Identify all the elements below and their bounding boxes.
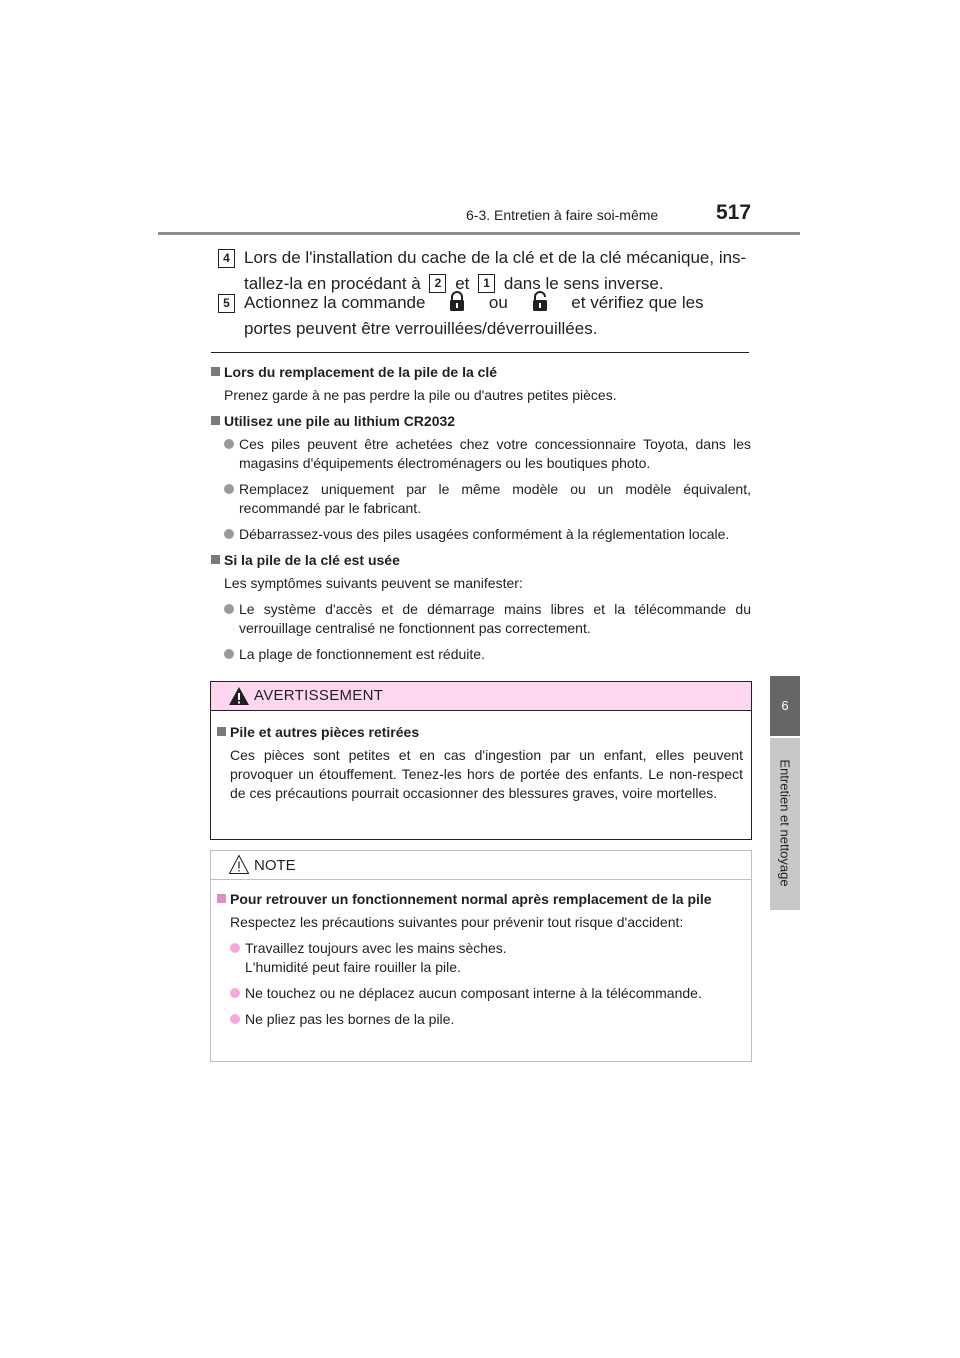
step-text-part: Actionnez la commande — [244, 293, 426, 312]
list-item — [211, 600, 751, 638]
square-bullet-icon — [217, 894, 226, 903]
warning-heading — [217, 723, 743, 742]
list-item — [217, 939, 743, 977]
note-body — [211, 880, 751, 1029]
list-item — [217, 984, 743, 1003]
list-item-text: Le système d'accès et de démarrage mains libres et la télécommande du verrouillage centralisé ne fonctionnent pas correctement. — [239, 601, 751, 636]
heading-text: Pile et autres pièces retirées — [230, 724, 420, 740]
step-5 — [218, 290, 750, 342]
section-heading — [211, 363, 751, 382]
list-item-text: Ces piles peuvent être achetées chez votre concessionnaire Toyota, dans les magasins d'équipements électroménagers ou les boutiques photo. — [239, 436, 751, 471]
heading-text: Si la pile de la clé est usée — [224, 552, 400, 568]
chapter-strip — [770, 738, 800, 910]
bullet-icon — [224, 604, 234, 614]
note-header — [211, 851, 751, 880]
bullet-icon — [224, 484, 234, 494]
paragraph: Les symptômes suivants peuvent se manifester: — [224, 575, 523, 591]
square-bullet-icon — [211, 416, 220, 425]
bullet-icon — [224, 649, 234, 659]
heading-text: Utilisez une pile au lithium CR2032 — [224, 413, 456, 429]
info-sections — [211, 359, 751, 664]
list-item — [211, 525, 751, 544]
step-ref-badge: 1 — [478, 274, 495, 293]
list-item — [211, 435, 751, 473]
heading-text: Pour retrouver un fonctionnement normal après remplacement de la pile — [230, 891, 712, 907]
list-item — [211, 645, 751, 664]
lock-closed-icon — [446, 290, 468, 312]
step-text-part: et vérifiez que les portes peuvent être verrouillées/déverrouillées. — [244, 293, 704, 338]
note-box — [210, 850, 752, 1062]
bullet-icon — [230, 988, 240, 998]
square-bullet-icon — [217, 727, 226, 736]
paragraph: Prenez garde à ne pas perdre la pile ou d'autres petites pièces. — [224, 387, 617, 403]
bullet-icon — [230, 943, 240, 953]
caution-triangle-icon — [228, 854, 250, 875]
step-text-part: Lors de l'installation du cache de la clé et de la clé mécanique, ins-tallez-la en procédant à — [244, 248, 747, 293]
warning-box — [210, 681, 752, 840]
list-item-text: Ne touchez ou ne déplacez aucun composant interne à la télécommande. — [245, 985, 702, 1001]
list-item-text: Ne pliez pas les bornes de la pile. — [245, 1011, 455, 1027]
step-number-badge: 4 — [218, 249, 235, 268]
list-item-text: Débarrassez-vous des piles usagées conformément à la réglementation locale. — [239, 526, 730, 542]
note-label: NOTE — [254, 857, 296, 874]
square-bullet-icon — [211, 555, 220, 564]
step-text-part: dans le sens inverse. — [503, 274, 664, 293]
warning-triangle-icon — [228, 686, 250, 706]
warning-label: AVERTISSEMENT — [254, 687, 384, 704]
divider — [211, 352, 749, 353]
section-title: 6-3. Entretien à faire soi-même — [466, 207, 659, 223]
section-heading — [211, 412, 751, 431]
step-text-part: et — [455, 274, 470, 293]
lock-open-icon — [529, 290, 551, 312]
list-item-text: Travaillez toujours avec les mains sèches. — [245, 940, 507, 956]
list-item-text: La plage de fonctionnement est réduite. — [239, 646, 485, 662]
list-item-text: Remplacez uniquement par le même modèle ou un modèle équivalent, recommandé par le fabricant. — [239, 481, 751, 516]
note-text: Respectez les précautions suivantes pour prévenir tout risque d'accident: — [230, 914, 684, 930]
step-number-badge: 5 — [218, 294, 235, 313]
step-text — [244, 290, 750, 342]
chapter-tab — [770, 676, 800, 736]
step-text-part: ou — [488, 293, 508, 312]
square-bullet-icon — [211, 367, 220, 376]
warning-header — [211, 682, 751, 711]
heading-text: Lors du remplacement de la pile de la clé — [224, 364, 498, 380]
header-rule — [158, 232, 800, 235]
bullet-icon — [230, 1014, 240, 1024]
note-heading — [217, 890, 743, 909]
list-item — [217, 1010, 743, 1029]
list-item-text: L'humidité peut faire rouiller la pile. — [245, 959, 461, 975]
section-heading — [211, 551, 751, 570]
list-item — [211, 480, 751, 518]
warning-body — [211, 711, 751, 803]
bullet-icon — [224, 439, 234, 449]
page-number: 517 — [716, 201, 752, 224]
chapter-title: Entretien et nettoyage — [777, 759, 793, 887]
step-ref-badge: 2 — [429, 274, 446, 293]
bullet-icon — [224, 529, 234, 539]
warning-text: Ces pièces sont petites et en cas d'ingestion par un enfant, elles peuvent provoquer un étouffement. Tenez-les hors de portée des enfants. Le non-respect de ces précautions pourrait occasionner des blessures graves, voire mortelles. — [230, 747, 743, 801]
chapter-number: 6 — [781, 698, 789, 713]
